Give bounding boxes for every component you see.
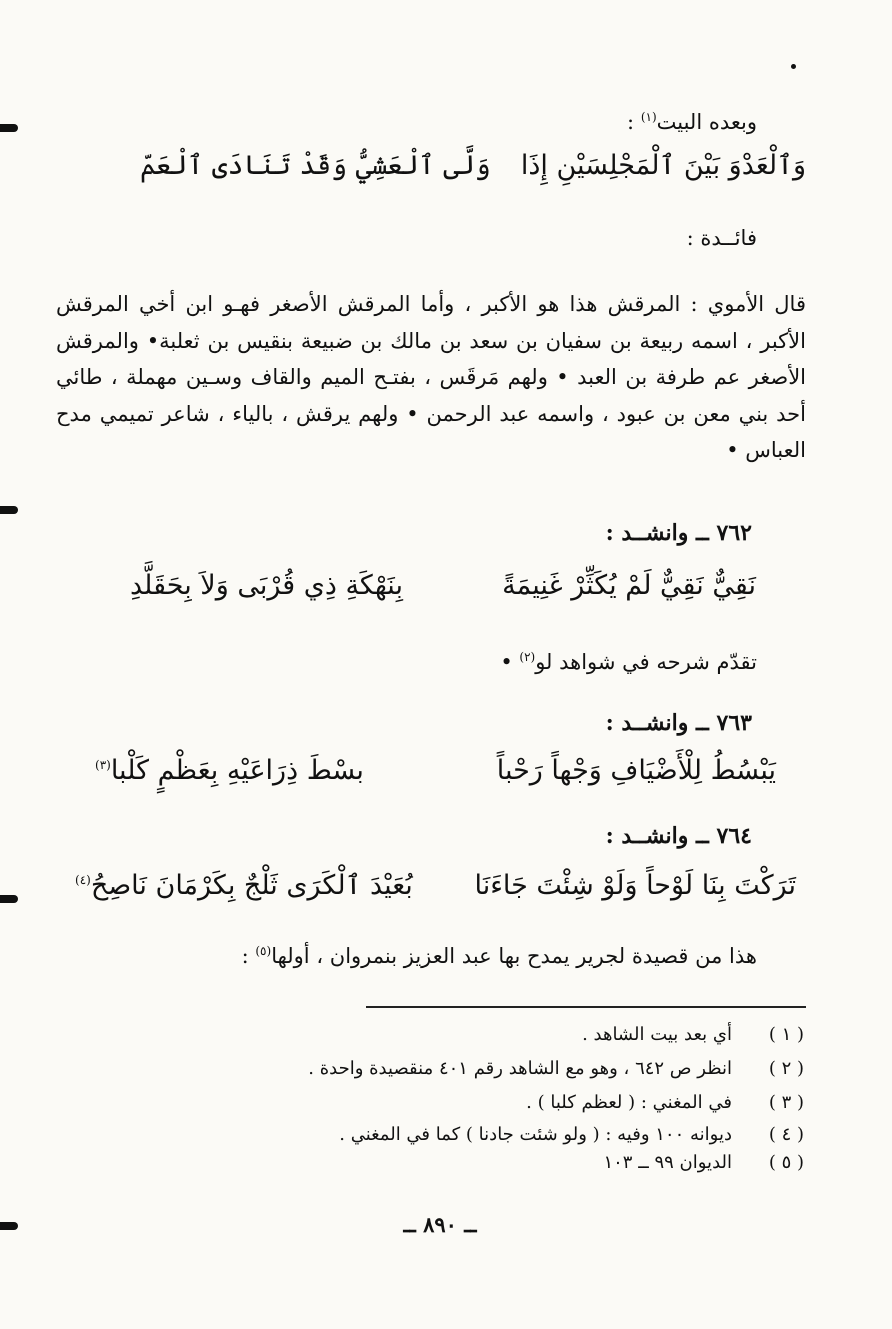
verse-hemistich-2 [75, 870, 413, 901]
footnote-ref: (٢) [519, 650, 536, 664]
verse-763 [95, 755, 806, 805]
verse-hemistich-2 [95, 755, 364, 786]
verse-764 [75, 870, 806, 920]
comment-762 [500, 650, 757, 674]
verse-hemistich-2: وَلَّى ٱلْعَشِيُّ وَقَدْ تَنَادَى ٱلْعَمّ [140, 150, 491, 181]
comment-end: : [241, 944, 256, 968]
verse-hemistich-1: تَرَكْتَ بِنَا لَوْحاً وَلَوْ شِئْتَ جَاءَنَا [474, 870, 796, 901]
footnote-number: ( ٤ ) [768, 1124, 804, 1145]
footnote-text: انظر ص ٦٤٢ ، وهو مع الشاهد رقم ٤٠١ منقصيدة واحدة . [308, 1058, 732, 1079]
comment-end: • [500, 650, 520, 674]
comment-764 [242, 944, 757, 968]
section-heading-764: ٧٦٤ ــ وانشــد : [605, 823, 752, 849]
footnote-separator [366, 1006, 806, 1008]
faida-text: قال الأموي : المرقش هذا هو الأكبر ، وأما المرقش الأصغر فهـو ابن أخي المرقش الأكبر ، اسمه ربيعة بن سفيان بن سعد بن مالك بن ضبيعة بنقيس بن ثعلبة• والمرقش الأصغر عم طرفة بن العبد • ولهم مَرقَس ، بفتـح الميم والقاف وسـين مهملة ، طائي أحد بني معن بن عبود ، واسمه عبد الرحمن • ولهم يرقش ، بالياء ، شاعر تميمي مدح العباس • [56, 292, 806, 462]
verse-hemistich-text: بُعَيْدَ ٱلْكَرَى ثَلْجٌ بِكَرْمَانَ نَاصِحُ [90, 870, 413, 901]
section-heading-763: ٧٦٣ ــ وانشــد : [605, 710, 752, 736]
intro-line [627, 110, 757, 134]
footnote-ref: (١) [640, 110, 657, 124]
footnote-text: الديوان ٩٩ ــ ١٠٣ [603, 1152, 732, 1173]
footnote-number: ( ٢ ) [768, 1058, 804, 1079]
verse-hemistich-1: وَٱلْعَدْوَ بَيْنَ ٱلْمَجْلِسَيْنِ إِذَا [520, 150, 806, 181]
scan-edge-mark [0, 895, 18, 903]
verse-hemistich-2: بِنَهْكَةِ ذِي قُرْبَى وَلاَ بِحَقَلَّدِ [130, 570, 403, 601]
comment-text: تقدّم شرحه في شواهد لو [535, 650, 757, 674]
page-number: ــ ٨٩٠ ــ [403, 1212, 477, 1237]
verse-hemistich-1: نَقِيٌّ نَقِيٌّ لَمْ يُكَثِّرْ غَنِيمَةً [502, 570, 756, 601]
faida-paragraph [56, 286, 806, 469]
footnote-ref: (٤) [75, 873, 91, 887]
verse-after [120, 150, 806, 200]
footnote-number: ( ١ ) [768, 1024, 804, 1045]
footnote-text: ديوانه ١٠٠ وفيه : ( ولو شئت جادنا ) كما في المغني . [339, 1124, 732, 1145]
footnote-number: ( ٣ ) [768, 1092, 804, 1113]
intro-colon: : [627, 110, 641, 134]
scan-edge-mark [0, 124, 18, 132]
verse-hemistich-text: بسْطَ ذِرَاعَيْهِ بِعَظْمٍ كَلْبا [110, 755, 364, 786]
footnote-text: في المغني : ( لعظم كلبا ) . [526, 1092, 732, 1113]
footnote-number: ( ٥ ) [768, 1152, 804, 1173]
verse-762 [120, 570, 806, 620]
ink-dot [791, 64, 796, 69]
footnote-ref: (٣) [95, 758, 111, 772]
section-heading-762: ٧٦٢ ــ وانشــد : [605, 520, 752, 546]
faida-heading: فائــدة : [686, 226, 757, 250]
comment-text: هذا من قصيدة لجرير يمدح بها عبد العزيز بنمروان ، أولها [271, 944, 757, 968]
scan-edge-mark [0, 1222, 18, 1230]
footnote-ref: (٥) [255, 944, 272, 958]
verse-hemistich-1: يَبْسُطُ لِلْأَضْيَافِ وَجْهاً رَحْباً [496, 755, 776, 786]
intro-label: وبعده البيت [656, 110, 757, 134]
scan-edge-mark [0, 506, 18, 514]
footnote-text: أي بعد بيت الشاهد . [582, 1024, 732, 1045]
